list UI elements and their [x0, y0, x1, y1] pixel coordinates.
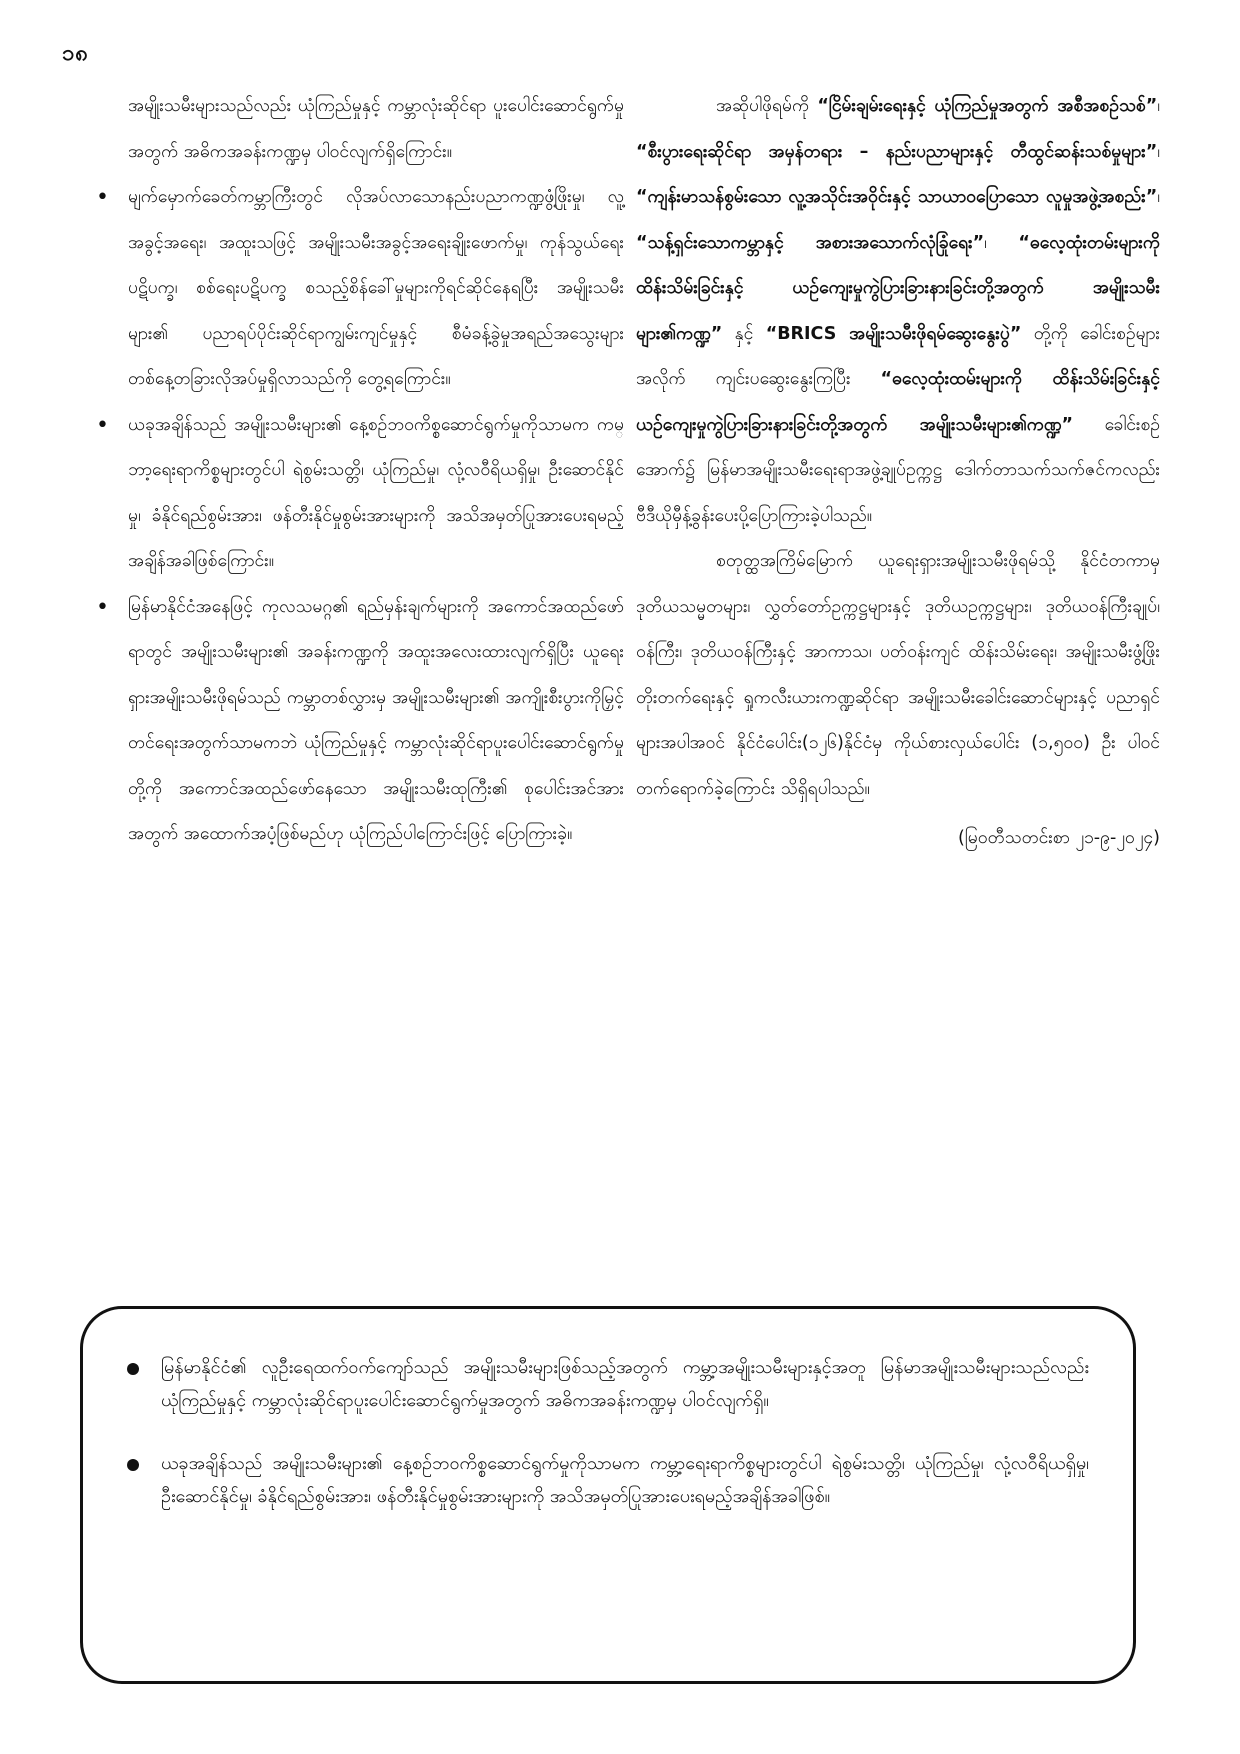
text-span: ၊ [1157, 187, 1160, 207]
text-span: ၊ [1157, 141, 1160, 162]
left-column [84, 84, 624, 858]
summary-item: မြန်မာနိုင်ငံ၏ လူဦးရေထက်ဝက်ကျော်သည် အမျိုးသမီးများဖြစ်သည့်အတွက် ကမ္ဘာ့အမျိုးသမီးများနှင့်အတူ မြန်မာအမျိုးသမီးများသည်လည်း ယုံကြည်မှုနှင့် ကမ္ဘာလုံးဆိုင်ရာပူးပေါင်းဆောင်ရွက်မှုအတွက် အဓိကအခန်းကဏ္ဍမှ ပါဝင်လျက်ရှိ။ [127, 1351, 1089, 1417]
topic-title: “BRICS အမျိုးသမီးဖိုရမ်ဆွေးနွေးပွဲ” [765, 323, 1022, 344]
topic-title: “သန့်ရှင်းသောကမ္ဘာနှင့် အစားအသောက်လုံခြုံရေး” [636, 232, 985, 253]
topic-title: “စီးပွားရေးဆိုင်ရာ အမှန်တရား – နည်းပညာများနှင့် တီထွင်ဆန်းသစ်မှုများ” [636, 141, 1158, 162]
right-column [636, 84, 1160, 862]
attendance-paragraph: စတုတ္ထအကြိမ်မြောက် ယူရေးရှားအမျိုးသမီးဖိုရမ်သို့ နိုင်ငံတကာမှ ဒုတိယသမ္မတများ၊ လွှတ်တော်ဥက္ကဋ္ဌများနှင့် ဒုတိယဥက္ကဋ္ဌများ၊ ဒုတိယဝန်ကြီးချုပ်၊ ဝန်ကြီး၊ ဒုတိယဝန်ကြီးနှင့် အာကာသ၊ ပတ်ဝန်းကျင် ထိန်းသိမ်းရေး၊ အမျိုးသမီးဖွံ့ဖြိုးတိုးတက်ရေးနှင့် ရှုကလီးယားကဏ္ဍဆိုင်ရာ အမျိုးသမီးခေါင်းဆောင်များနှင့် ပညာရှင်များအပါအဝင် နိုင်ငံပေါင်း(၁၂၆)နိုင်ငံမှ ကိုယ်စားလှယ်ပေါင်း (၁,၅၀၀) ဦး ပါဝင်တက်ရောက်ခဲ့ကြောင်း သိရှိရပါသည်။ [636, 551, 1160, 799]
forum-topics-paragraph [636, 84, 1160, 539]
source-citation: (မြဝတီသတင်းစာ ၂၁-၉-၂၀၂၄) [958, 828, 1160, 848]
text-span: တို့ကို ခေါင်းစဉ်များအလိုက် ကျင်းပဆွေးနွေးကြပြီး [636, 323, 1160, 389]
bullet-item: • မြန်မာနိုင်ငံအနေဖြင့် ကုလသမဂ္ဂ၏ ရည်မှန်းချက်များကို အကောင်အထည်ဖော်ရာတွင် အမျိုးသမီးများ၏ အခန်းကဏ္ဍကို အထူးအလေးထားလျက်ရှိပြီး ယူရေးရှားအမျိုးသမီးဖိုရမ်သည် ကမ္ဘာတစ်လွှားမှ အမျိုးသမီးများ၏ အကျိုးစီးပွားကိုမြှင့်တင်ရေးအတွက်သာမကဘဲ ယုံကြည်မှုနှင့် ကမ္ဘာလုံးဆိုင်ရာပူးပေါင်းဆောင်ရွက်မှုတို့ကို အကောင်အထည်ဖော်နေသော အမျိုးသမီးထုကြီး၏ စုပေါင်းအင်အားအတွက် အထောက်အပံ့ဖြစ်မည်ဟု ယုံကြည်ပါကြောင်းဖြင့် ပြောကြားခဲ့။ [84, 585, 624, 858]
topic-title: “ဓလေ့ထုံးထမ်းများကို ထိန်းသိမ်းခြင်းနှင့် ယဉ်ကျေးမှုကွဲပြားခြားနားခြင်းတို့အတွက် အမျိုးသမီးများ၏ကဏ္ဍ” [636, 369, 1160, 435]
text-span: ၊ [1157, 96, 1160, 116]
text-span: ခေါင်းစဉ်အောက်၌ မြန်မာအမျိုးသမီးရေးရာအဖွဲ့ချုပ်ဥက္ကဋ္ဌ ဒေါက်တာသက်သက်ဇင်ကလည်း ဗီဒီယိုမှီန့်ခွန်းပေးပို့ပြောကြားခဲ့ပါသည်။ [636, 414, 1160, 526]
page-number: ၁၈ [62, 41, 89, 66]
summary-item: ယခုအချိန်သည် အမျိုးသမီးများ၏ နေ့စဉ်ဘဝကိစ္စဆောင်ရွက်မှုကိုသာမက ကမ္ဘာ့ရေးရာကိစ္စများတွင်ပါ ရဲစွမ်းသတ္တိ၊ ယုံကြည်မှု၊ လုံ့လဝီရိယရှိမှု၊ ဦးဆောင်နိုင်မှု၊ ခံနိုင်ရည်စွမ်းအား၊ ဖန်တီးနိုင်မှုစွမ်းအားများကို အသိအမှတ်ပြုအားပေးရမည့်အချိန်အခါဖြစ်။ [127, 1447, 1089, 1513]
summary-list [127, 1351, 1089, 1513]
topic-title: “ဓလေ့ထုံးတမ်းများကို ထိန်းသိမ်းခြင်းနှင့် ယဉ်ကျေးမှုကွဲပြားခြားနားခြင်းတို့အတွက် အမျိုးသမီးများ၏ကဏ္ဍ” [636, 232, 1160, 344]
bullet-list [84, 175, 624, 858]
topic-title: “ငြိမ်းချမ်းရေးနှင့် ယုံကြည်မှုအတွက် အစီအစဉ်သစ်” [817, 96, 1158, 116]
text-span: အဆိုပါဖိုရမ်ကို [716, 96, 818, 116]
text-span: ၊ [984, 232, 1019, 253]
text-span: နှင့် [722, 323, 766, 344]
summary-box [80, 1306, 1136, 1684]
topic-title: “ကျန်းမာသန်စွမ်းသော လူ့အသိုင်းအဝိုင်းနှင့် သာယာဝပြောသော လူမှုအဖွဲ့အစည်း” [636, 187, 1158, 207]
bullet-item: • ယခုအချိန်သည် အမျိုးသမီးများ၏ နေ့စဉ်ဘဝကိစ္စဆောင်ရွက်မှုကိုသာမက ကမ္ဘာ့ရေးရာကိစ္စများတွင်ပါ ရဲစွမ်းသတ္တိ၊ ယုံကြည်မှု၊ လုံ့လဝီရိယရှိမှု၊ ဦးဆောင်နိုင်မှု၊ ခံနိုင်ရည်စွမ်းအား၊ ဖန်တီးနိုင်မှုစွမ်းအားများကို အသိအမှတ်ပြုအားပေးရမည့်အချိန်အခါဖြစ်ကြောင်း။ [84, 403, 624, 585]
continuation-paragraph: အမျိုးသမီးများသည်လည်း ယုံကြည်မှုနှင့် ကမ္ဘာလုံးဆိုင်ရာ ပူးပေါင်းဆောင်ရွက်မှုအတွက် အဓိကအခန်းကဏ္ဍမှ ပါဝင်လျက်ရှိကြောင်း။ [128, 96, 624, 162]
bullet-item: • မျက်မှောက်ခေတ်ကမ္ဘာကြီးတွင် လိုအပ်လာသောနည်းပညာကဏ္ဍဖွံ့ဖြိုးမှု၊ လူ့အခွင့်အရေး၊ အထူးသဖြင့် အမျိုးသမီးအခွင့်အရေးချိုးဖောက်မှု၊ ကုန်သွယ်ရေးပဋိပက္ခ၊ စစ်ရေးပဋိပက္ခ စသည့်စိန်ခေါ်မှုများကိုရင်ဆိုင်နေရပြီး အမျိုးသမီးများ၏ ပညာရပ်ပိုင်းဆိုင်ရာကျွမ်းကျင်မှုနှင့် စီမံခန့်ခွဲမှုအရည်အသွေးများ တစ်နေ့တခြားလိုအပ်မှုရှိလာသည်ကို တွေ့ရကြောင်း။ [84, 175, 624, 403]
